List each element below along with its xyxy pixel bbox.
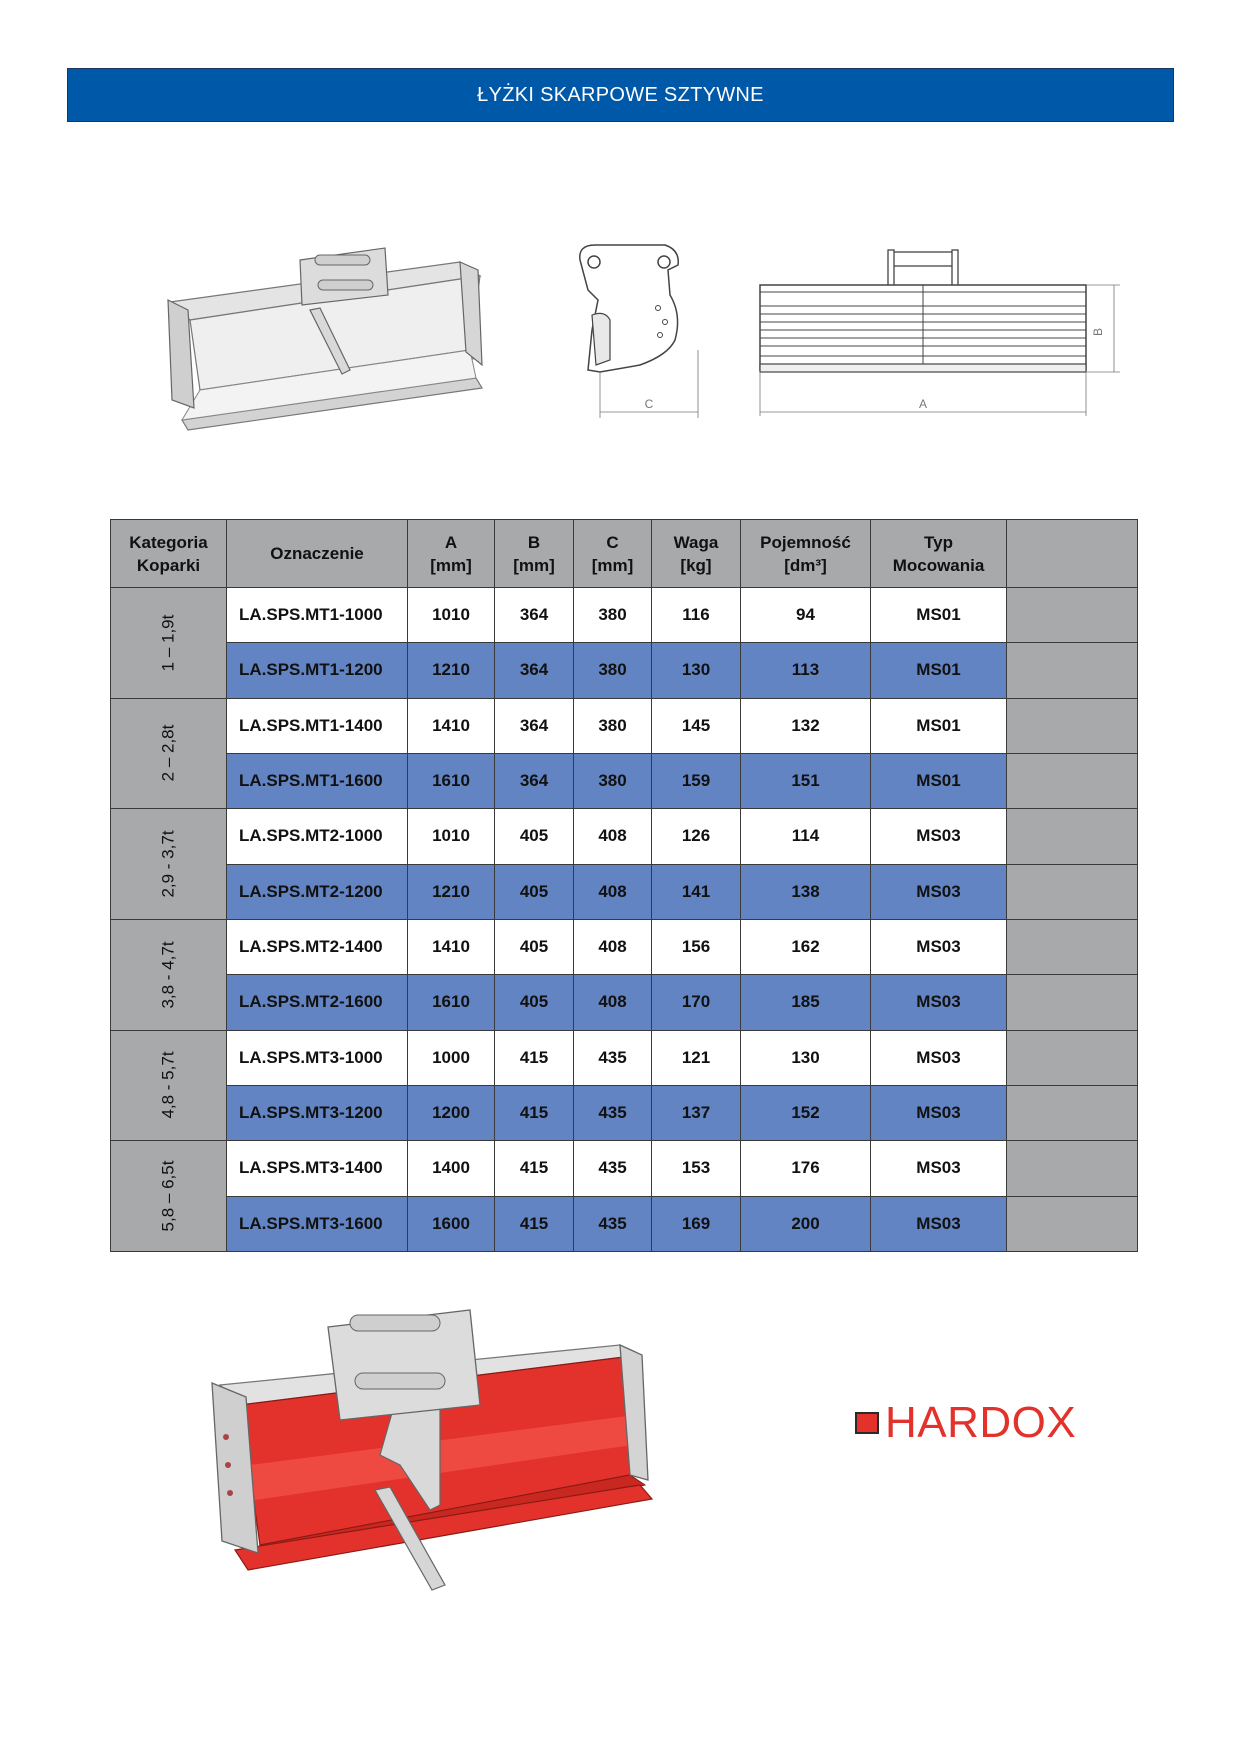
value-cell: 170	[652, 975, 741, 1030]
value-cell: 200	[741, 1196, 871, 1251]
column-header-text: [mm]	[591, 555, 634, 575]
table-row	[111, 975, 1138, 1030]
category-label: 1 – 1,9t	[158, 614, 178, 672]
product-code-cell: LA.SPS.MT2-1200	[227, 864, 408, 919]
column-header-text: Waga	[673, 532, 719, 552]
value-cell: MS03	[871, 1196, 1007, 1251]
value-cell: 408	[574, 975, 652, 1030]
page-title: ŁYŻKI SKARPOWE SZTYWNE	[477, 83, 764, 106]
value-cell: 415	[495, 1196, 574, 1251]
table-row	[111, 753, 1138, 808]
value-cell: 185	[741, 975, 871, 1030]
bucket-spec-table	[110, 519, 1138, 1252]
value-cell: MS03	[871, 864, 1007, 919]
column-header-text: Mocowania	[892, 555, 985, 575]
value-cell: 405	[495, 864, 574, 919]
column-header	[871, 520, 1007, 588]
column-header-text: C	[606, 532, 619, 552]
blank-cell	[1007, 1141, 1138, 1196]
category-label: 2,9 - 3,7t	[158, 830, 178, 898]
column-header-text: Typ	[924, 532, 953, 552]
blank-cell	[1007, 1030, 1138, 1085]
value-cell: 114	[741, 809, 871, 864]
value-cell: 380	[574, 753, 652, 808]
value-cell: MS01	[871, 698, 1007, 753]
product-code-cell: LA.SPS.MT3-1600	[227, 1196, 408, 1251]
value-cell: MS01	[871, 643, 1007, 698]
value-cell: 364	[495, 643, 574, 698]
value-cell: 153	[652, 1141, 741, 1196]
category-cell	[111, 1030, 227, 1141]
value-cell: 408	[574, 864, 652, 919]
blank-cell	[1007, 643, 1138, 698]
table-row	[111, 919, 1138, 974]
column-header	[1007, 520, 1138, 588]
product-code-cell: LA.SPS.MT2-1000	[227, 809, 408, 864]
product-code-cell: LA.SPS.MT1-1400	[227, 698, 408, 753]
bucket-front-view-image	[750, 240, 1130, 420]
value-cell: 435	[574, 1030, 652, 1085]
hardox-bucket-image	[200, 1305, 680, 1605]
value-cell: 1010	[408, 809, 495, 864]
value-cell: 138	[741, 864, 871, 919]
value-cell: MS01	[871, 588, 1007, 643]
product-code-cell: LA.SPS.MT3-1200	[227, 1085, 408, 1140]
value-cell: 176	[741, 1141, 871, 1196]
value-cell: 126	[652, 809, 741, 864]
bucket-side-view-image	[570, 240, 710, 420]
value-cell: 364	[495, 588, 574, 643]
value-cell: MS03	[871, 809, 1007, 864]
category-label: 5,8 – 6,5t	[158, 1160, 178, 1232]
value-cell: 405	[495, 809, 574, 864]
value-cell: 121	[652, 1030, 741, 1085]
value-cell: 169	[652, 1196, 741, 1251]
blank-cell	[1007, 698, 1138, 753]
blank-cell	[1007, 864, 1138, 919]
value-cell: 151	[741, 753, 871, 808]
blank-cell	[1007, 1085, 1138, 1140]
category-label: 4,8 - 5,7t	[158, 1051, 178, 1120]
value-cell: 380	[574, 698, 652, 753]
value-cell: MS03	[871, 1141, 1007, 1196]
value-cell: 130	[741, 1030, 871, 1085]
value-cell: 408	[574, 919, 652, 974]
value-cell: 1400	[408, 1141, 495, 1196]
product-code-cell: LA.SPS.MT1-1000	[227, 588, 408, 643]
dimension-b-label: B	[1091, 327, 1105, 337]
value-cell: 94	[741, 588, 871, 643]
blank-cell	[1007, 753, 1138, 808]
product-code-cell: LA.SPS.MT1-1600	[227, 753, 408, 808]
value-cell: MS01	[871, 753, 1007, 808]
column-header-text: B	[527, 532, 541, 552]
value-cell: 415	[495, 1030, 574, 1085]
table-row	[111, 698, 1138, 753]
value-cell: 1200	[408, 1085, 495, 1140]
column-header	[495, 520, 574, 588]
table-row	[111, 809, 1138, 864]
category-label: 2 – 2,8t	[158, 725, 178, 782]
hardox-label: HARDOX	[885, 1398, 1077, 1447]
table-row	[111, 588, 1138, 643]
value-cell: 435	[574, 1196, 652, 1251]
value-cell: 141	[652, 864, 741, 919]
column-header-text: Pojemność	[760, 532, 851, 552]
column-header	[652, 520, 741, 588]
value-cell: 145	[652, 698, 741, 753]
blank-cell	[1007, 809, 1138, 864]
value-cell: 162	[741, 919, 871, 974]
hardox-color-swatch	[855, 1412, 879, 1434]
value-cell: 1210	[408, 864, 495, 919]
column-header-text: [mm]	[513, 555, 555, 575]
value-cell: MS03	[871, 1085, 1007, 1140]
product-code-cell: LA.SPS.MT3-1400	[227, 1141, 408, 1196]
blank-cell	[1007, 1196, 1138, 1251]
value-cell: 415	[495, 1141, 574, 1196]
column-header-text: [dm³]	[784, 555, 827, 575]
product-code-cell: LA.SPS.MT1-1200	[227, 643, 408, 698]
table-body	[111, 588, 1138, 1252]
dimension-c-label: C	[644, 397, 654, 411]
value-cell: MS03	[871, 919, 1007, 974]
value-cell: 1410	[408, 698, 495, 753]
value-cell: 1210	[408, 643, 495, 698]
value-cell: 364	[495, 753, 574, 808]
column-header	[111, 520, 227, 588]
table-row	[111, 1030, 1138, 1085]
table-row	[111, 1196, 1138, 1251]
value-cell: 405	[495, 919, 574, 974]
column-header-text: Oznaczenie	[270, 544, 364, 563]
value-cell: 137	[652, 1085, 741, 1140]
table-row	[111, 864, 1138, 919]
product-code-cell: LA.SPS.MT2-1600	[227, 975, 408, 1030]
value-cell: MS03	[871, 975, 1007, 1030]
table-header	[111, 520, 1138, 588]
category-cell	[111, 919, 227, 1030]
table-row	[111, 643, 1138, 698]
dimension-a-label: A	[918, 397, 928, 411]
table-row	[111, 1085, 1138, 1140]
value-cell: 1010	[408, 588, 495, 643]
category-cell	[111, 809, 227, 920]
column-header-text: A	[444, 532, 458, 552]
column-header	[574, 520, 652, 588]
category-cell	[111, 588, 227, 699]
blank-cell	[1007, 919, 1138, 974]
product-code-cell: LA.SPS.MT2-1400	[227, 919, 408, 974]
value-cell: 380	[574, 643, 652, 698]
value-cell: 364	[495, 698, 574, 753]
value-cell: 1610	[408, 753, 495, 808]
value-cell: 159	[652, 753, 741, 808]
product-code-cell: LA.SPS.MT3-1000	[227, 1030, 408, 1085]
value-cell: 380	[574, 588, 652, 643]
value-cell: 156	[652, 919, 741, 974]
value-cell: 152	[741, 1085, 871, 1140]
value-cell: 435	[574, 1085, 652, 1140]
column-header	[741, 520, 871, 588]
value-cell: 415	[495, 1085, 574, 1140]
bucket-isometric-image	[160, 240, 530, 440]
category-cell	[111, 1141, 227, 1252]
value-cell: 405	[495, 975, 574, 1030]
column-header	[227, 520, 408, 588]
value-cell: 408	[574, 809, 652, 864]
value-cell: 1410	[408, 919, 495, 974]
value-cell: 116	[652, 588, 741, 643]
category-cell	[111, 698, 227, 809]
value-cell: 435	[574, 1141, 652, 1196]
value-cell: 132	[741, 698, 871, 753]
table-row	[111, 1141, 1138, 1196]
column-header-text: Koparki	[136, 555, 201, 575]
column-header-text: [kg]	[680, 555, 712, 575]
table-header-row	[111, 520, 1138, 588]
page-header	[67, 68, 1174, 122]
blank-cell	[1007, 975, 1138, 1030]
column-header	[408, 520, 495, 588]
value-cell: 1610	[408, 975, 495, 1030]
value-cell: 113	[741, 643, 871, 698]
hardox-legend	[855, 1395, 1076, 1451]
column-header-text: [mm]	[430, 555, 472, 575]
value-cell: 1600	[408, 1196, 495, 1251]
value-cell: 130	[652, 643, 741, 698]
value-cell: 1000	[408, 1030, 495, 1085]
value-cell: MS03	[871, 1030, 1007, 1085]
blank-cell	[1007, 588, 1138, 643]
column-header-text: Kategoria	[129, 532, 208, 552]
category-label: 3,8 - 4,7t	[158, 941, 178, 1009]
